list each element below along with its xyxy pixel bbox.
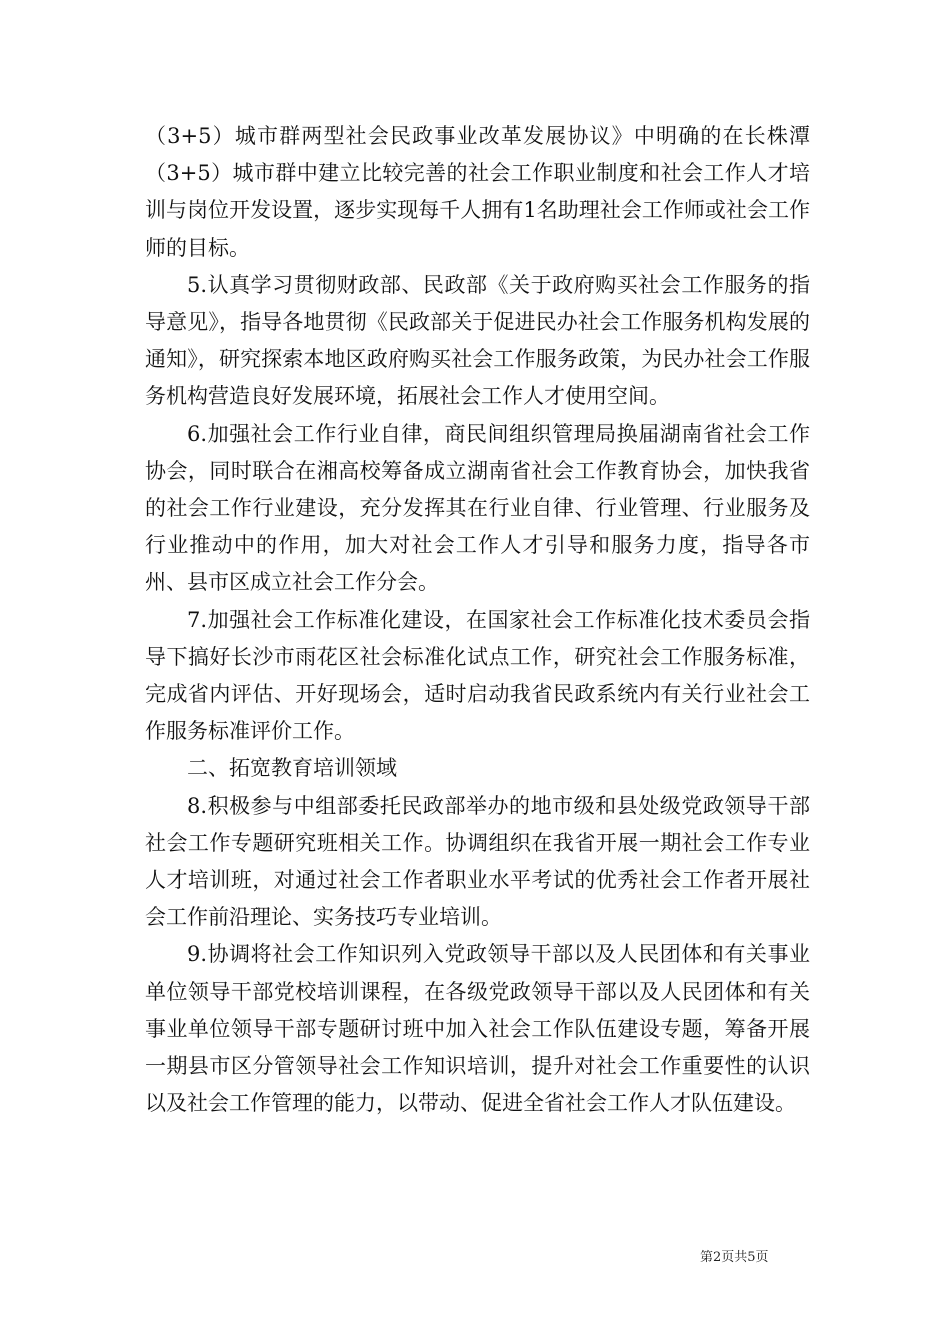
document-body: [145, 118, 810, 1122]
paragraph-item-7: 7.加强社会工作标准化建设，在国家社会工作标准化技术委员会指导下搞好长沙市雨花区社会标准化试点工作，研究社会工作服务标准，完成省内评估、开好现场会，适时启动我省民政系统内有关行业社会工作服务标准评价工作。: [145, 607, 810, 744]
paragraph-continuation: （3+5）城市群两型社会民政事业改革发展协议》中明确的在长株潭（3+5）城市群中建立比较完善的社会工作职业制度和社会工作人才培训与岗位开发设置，逐步实现每千人拥有1名助理社会工作师或社会工作师的目标。: [145, 124, 810, 260]
paragraph-item-6: 6.加强社会工作行业自律，商民间组织管理局换届湖南省社会工作协会，同时联合在湘高校筹备成立湖南省社会工作教育协会，加快我省的社会工作行业建设，充分发挥其在行业自律、行业管理、行业服务及行业推动中的作用，加大对社会工作人才引导和服务力度，指导各市州、县市区成立社会工作分会。: [145, 421, 810, 595]
paragraph-item-5: 5.认真学习贯彻财政部、民政部《关于政府购买社会工作服务的指导意见》，指导各地贯彻《民政部关于促进民办社会工作服务机构发展的通知》，研究探索本地区政府购买社会工作服务政策，为民办社会工作服务机构营造良好发展环境，拓展社会工作人才使用空间。: [145, 272, 810, 409]
page-number: 第2页共5页: [700, 1250, 769, 1265]
paragraph-item-9: 9.协调将社会工作知识列入党政领导干部以及人民团体和有关事业单位领导干部党校培训课程，在各级党政领导干部以及人民团体和有关事业单位领导干部专题研讨班中加入社会工作队伍建设专题，筹备开展一期县市区分管领导社会工作知识培训，提升对社会工作重要性的认识以及社会工作管理的能力，以带动、促进全省社会工作人才队伍建设。: [145, 942, 810, 1116]
section-heading: 二、拓宽教育培训领域: [187, 756, 397, 781]
paragraph-item-8: 8.积极参与中组部委托民政部举办的地市级和县处级党政领导干部社会工作专题研究班相关工作。协调组织在我省开展一期社会工作专业人才培训班，对通过社会工作者职业水平考试的优秀社会工作者开展社会工作前沿理论、实务技巧专业培训。: [145, 793, 810, 930]
